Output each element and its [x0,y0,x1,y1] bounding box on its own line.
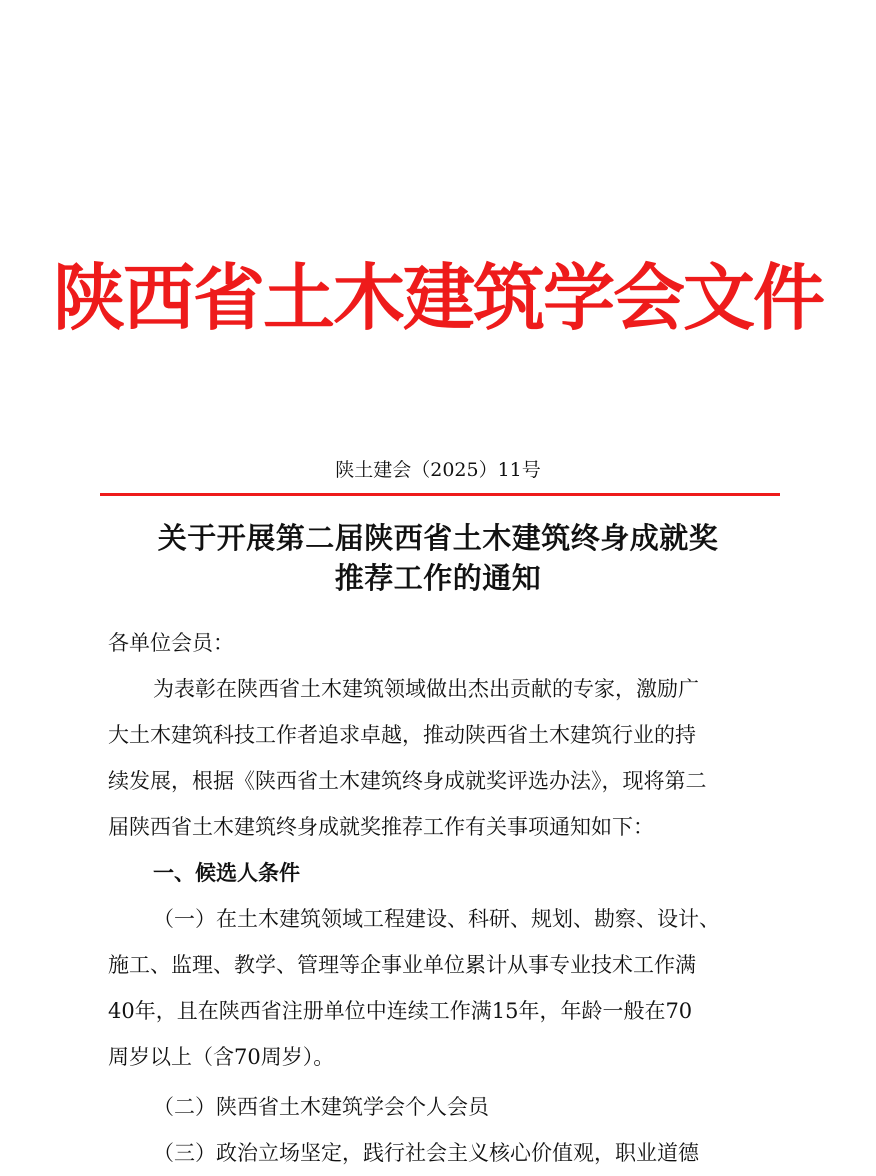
item-1-line-4: 周岁以上（含70周岁）。 [108,1045,335,1069]
red-divider [100,493,780,496]
item-3-line-1: （三）政治立场坚定，践行社会主义核心价值观，职业道德 [153,1141,699,1165]
intro-line-1: 为表彰在陕西省土木建筑领域做出杰出贡献的专家，激励广 [153,677,699,701]
intro-line-4: 届陕西省土木建筑终身成就奖推荐工作有关事项通知如下： [108,815,654,839]
notice-title-line-2: 推荐工作的通知 [334,561,542,595]
notice-title-line-1: 关于开展第二届陕西省土木建筑终身成就奖 [157,521,719,555]
notice-title [60,518,816,598]
document-number: 陕土建会（2025）11号 [335,459,541,481]
org-header-title: 陕西省土木建筑学会文件 [52,256,823,340]
notice-body [108,620,778,1176]
item-1-line-3: 40年，且在陕西省注册单位中连续工作满15年，年龄一般在70 [108,999,693,1023]
salutation: 各单位会员： [108,631,234,655]
section-heading-candidate-conditions: 一、候选人条件 [153,860,300,885]
intro-line-2: 大土木建筑科技工作者追求卓越，推动陕西省土木建筑行业的持 [108,723,696,747]
intro-line-3: 续发展，根据《陕西省土木建筑终身成就奖评选办法》，现将第二 [108,769,707,793]
item-1-line-1: （一）在土木建筑领域工程建设、科研、规划、勘察、设计、 [153,907,720,931]
item-2: （二）陕西省土木建筑学会个人会员 [153,1095,489,1119]
item-1-line-2: 施工、监理、教学、管理等企事业单位累计从事专业技术工作满 [108,953,696,977]
